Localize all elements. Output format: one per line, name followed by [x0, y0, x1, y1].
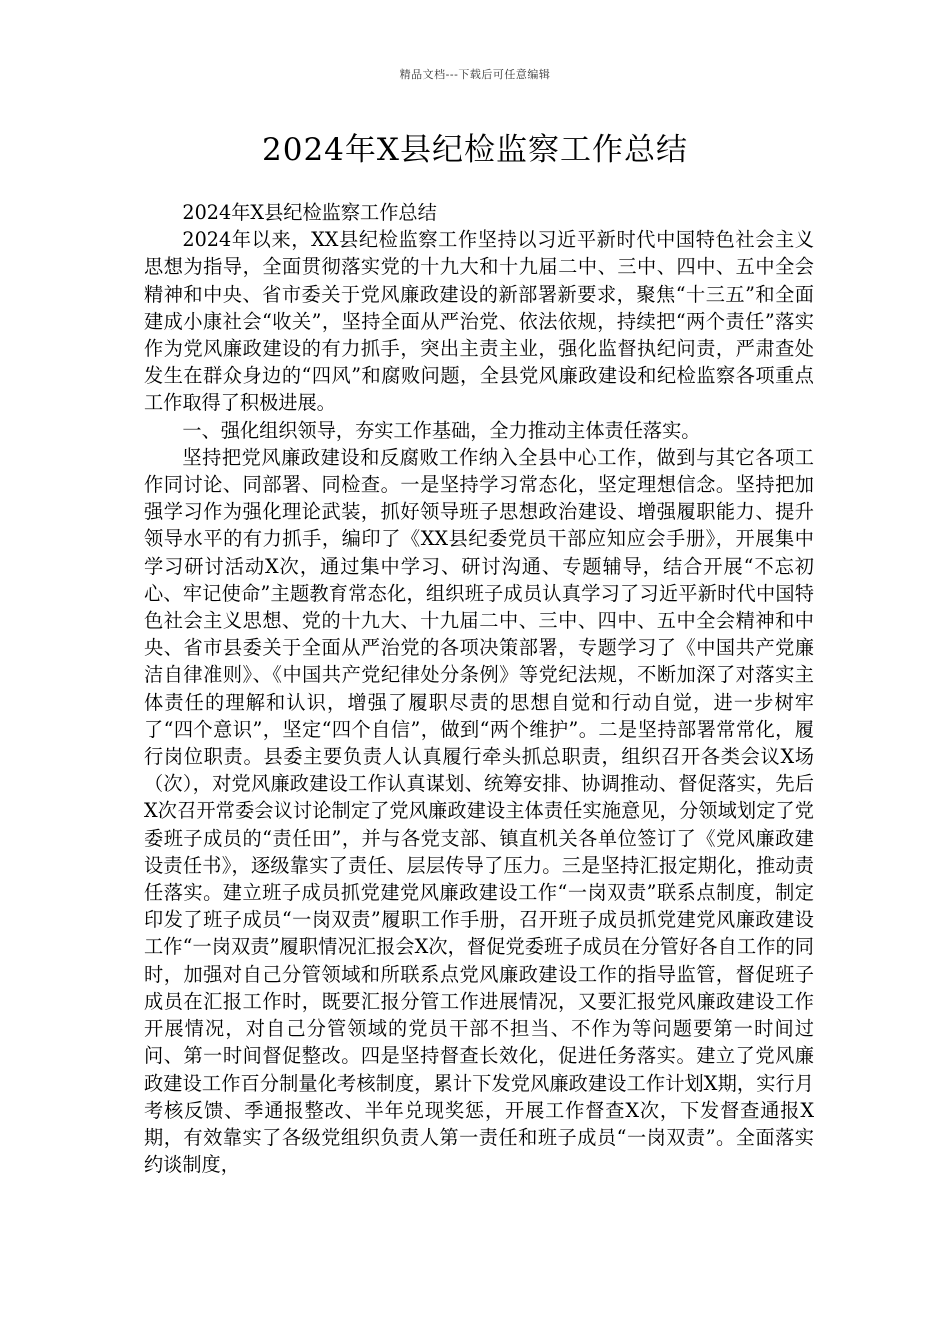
- document-body: [144, 199, 814, 1178]
- section-heading-1: 一、强化组织领导，夯实工作基础，全力推动主体责任落实。: [182, 418, 701, 442]
- document-title: 2024年X县纪检监察工作总结: [262, 132, 688, 168]
- page-header-note: 精品文档---下载后可任意编辑: [399, 68, 551, 81]
- subtitle-paragraph: 2024年X县纪检监察工作总结: [182, 201, 437, 224]
- intro-paragraph: 2024年以来，XX县纪检监察工作坚持以习近平新时代中国特色社会主义思想为指导，全面贯彻落实党的十九大和十九届二中、三中、四中、五中全会精神和中央、省市委关于党风廉政建设的新部署新要求，聚焦“十三五”和全面建成小康社会“收关”，坚持全面从严治党、依法依规，持续把“两个责任”落实作为党风廉政建设的有力抓手，突出主责主业，强化监督执纪问责，严肃查处发生在群众身边的“四风”和腐败问题，全县党风廉政建设和纪检监察各项重点工作取得了积极进展。: [144, 228, 814, 415]
- section-1-paragraph: 坚持把党风廉政建设和反腐败工作纳入全县中心工作，做到与其它各项工作同讨论、同部署、同检查。一是坚持学习常态化，坚定理想信念。坚持把加强学习作为强化理论武装，抓好领导班子思想政治建设、增强履职能力、提升领导水平的有力抓手，编印了《XX县纪委党员干部应知应会手册》，开展集中学习研讨活动X次，通过集中学习、研讨沟通、专题辅导，结合开展“不忘初心、牢记使命”主题教育常态化，组织班子成员认真学习了习近平新时代中国特色社会主义思想、党的十九大、十九届二中、三中、四中、五中全会精神和中央、省市县委关于全面从严治党的各项决策部署，专题学习了《中国共产党廉洁自律准则》、《中国共产党纪律处分条例》等党纪法规，不断加深了对落实主体责任的理解和认识，增强了履职尽责的思想自觉和行动自觉，进一步树牢了“四个意识”，坚定“四个自信”，做到“两个维护”。二是坚持部署常常化，履行岗位职责。县委主要负责人认真履行牵头抓总职责，组织召开各类会议X场（次），对党风廉政建设工作认真谋划、统筹安排、协调推动、督促落实，先后X次召开常委会议讨论制定了党风廉政建设主体责任实施意见，分领域划定了党委班子成员的“责任田”，并与各党支部、镇直机关各单位签订了《党风廉政建设责任书》，逐级靠实了责任、层层传导了压力。三是坚持汇报定期化，推动责任落实。建立班子成员抓党建党风廉政建设工作“一岗双责”联系点制度，制定印发了班子成员“一岗双责”履职工作手册，召开班子成员抓党建党风廉政建设工作“一岗双责”履职情况汇报会X次，督促党委班子成员在分管好各自工作的同时，加强对自己分管领域和所联系点党风廉政建设工作的指导监管，督促班子成员在汇报工作时，既要汇报分管工作进展情况，又要汇报党风廉政建设工作开展情况，对自己分管领域的党员干部不担当、不作为等问题要第一时间过问、第一时间督促整改。四是坚持督查长效化，促进任务落实。建立了党风廉政建设工作百分制量化考核制度，累计下发党风廉政建设工作计划X期，实行月考核反馈、季通报整改、半年兑现奖惩，开展工作督查X次，下发督查通报X期，有效靠实了各级党组织负责人第一责任和班子成员“一岗双责”。全面落实约谈制度，: [144, 445, 814, 1177]
